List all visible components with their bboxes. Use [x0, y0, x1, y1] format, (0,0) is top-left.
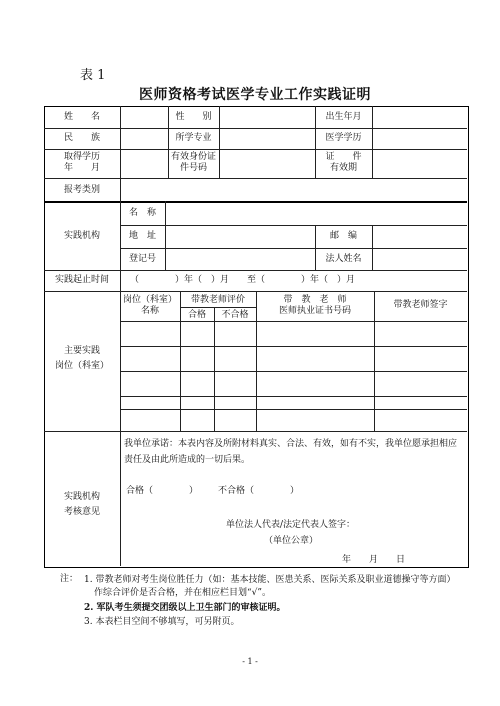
practice-time-label: 实践起止时间 [54, 275, 109, 285]
exam-category-field[interactable] [121, 179, 466, 201]
gender-label: 性 别 [175, 112, 212, 122]
degree-time-field[interactable] [121, 150, 167, 178]
note-1-line1: 1. 带教老师对考生岗位胜任力（如：基本技能、医患关系、医际关系及职业道德操守等方面） [84, 575, 456, 585]
institution-name-label: 名 称 [128, 208, 156, 218]
signature-text: 单位法人代表/法定代表人签字： [226, 520, 356, 530]
col-divider [120, 431, 121, 566]
table-number: 表 1 [80, 68, 106, 83]
cert-valid-field[interactable] [373, 150, 466, 178]
row-divider [44, 431, 467, 432]
review-section-line2: 考核意见 [63, 507, 100, 517]
institution-section-label: 实践机构 [63, 231, 100, 241]
degree-time-label [44, 152, 120, 174]
degree-time-line2: 年 月 [63, 163, 100, 173]
col-divider [120, 270, 121, 291]
ethnic-label: 民 族 [63, 133, 100, 143]
legal-rep-field[interactable] [373, 249, 466, 270]
name-field[interactable] [121, 107, 167, 128]
col-teacher-line1: 带 教 老 师 [283, 295, 347, 305]
id-number-field[interactable] [220, 150, 314, 178]
seal-text: （单位公章） [264, 536, 319, 546]
gender-field[interactable] [220, 107, 314, 128]
promise-line1: 我单位承诺：本表内容及所附材料真实、合法、有效，如有不实，我单位愿承担相应 [124, 439, 458, 449]
pass-option[interactable]: 合格（ ） [126, 486, 199, 496]
major-label: 所学专业 [175, 133, 212, 143]
exam-category-label: 报考类别 [63, 185, 100, 195]
table-row[interactable] [121, 347, 466, 371]
fail-option[interactable]: 不合格（ ） [218, 486, 300, 496]
reg-no-field[interactable] [166, 249, 314, 270]
note-1 [84, 574, 455, 600]
cert-valid-line1: 证 件 [325, 152, 362, 162]
id-number-line1: 有效身份证 [170, 152, 216, 162]
institution-address-field[interactable] [166, 226, 314, 248]
col-fail-header: 不合格 [221, 310, 249, 320]
major-field[interactable] [220, 129, 314, 149]
education-label: 医学学历 [325, 133, 362, 143]
name-label: 姓 名 [63, 112, 100, 122]
col-position-line2: 名称 [140, 306, 159, 316]
institution-address-label: 地 址 [128, 231, 156, 241]
notes-prefix: 注： [60, 574, 79, 584]
col-position-header [120, 295, 180, 317]
table-row[interactable] [121, 322, 466, 346]
education-field[interactable] [373, 129, 466, 149]
table-row[interactable] [121, 372, 466, 396]
note-2: 2. 军队考生须提交团级以上卫生部门的审核证明。 [84, 603, 286, 613]
col-pass-header: 合格 [187, 310, 206, 320]
degree-time-line1: 取得学历 [63, 152, 100, 162]
table-row[interactable] [121, 410, 466, 431]
postcode-label: 邮 编 [329, 231, 357, 241]
birth-label: 出生年月 [325, 112, 362, 122]
page-number: - 1 - [242, 657, 258, 666]
row-divider [180, 307, 256, 308]
id-number-label [168, 152, 219, 174]
cert-valid-label [315, 152, 372, 174]
review-section-label [44, 492, 120, 518]
institution-name-field[interactable] [166, 203, 466, 225]
col-position-line1: 岗位（科室） [122, 295, 177, 305]
date-text: 年 月 日 [342, 555, 406, 565]
note-1-line2: 作综合评价是否合格，并在相应栏目划“√”。 [94, 588, 271, 598]
positions-section-label [44, 346, 120, 372]
promise-text [124, 436, 457, 468]
postcode-field[interactable] [373, 226, 466, 248]
legal-rep-label: 法人姓名 [325, 254, 362, 264]
positions-section-line1: 主要实践 [63, 346, 100, 356]
review-section-line1: 实践机构 [63, 492, 100, 502]
practice-time-text[interactable]: （ ）年（ ）月 至（ ）年（ ）月 [130, 275, 356, 285]
cert-valid-line2: 有效期 [329, 163, 357, 173]
note-3: 3. 本表栏目空间不够填写，可另附页。 [84, 617, 240, 627]
table-row[interactable] [121, 397, 466, 409]
id-number-line2: 件号码 [179, 163, 207, 173]
row-divider [44, 270, 467, 271]
positions-section-line2: 岗位（科室） [54, 361, 109, 371]
col-eval-header: 带教老师评价 [190, 295, 245, 305]
page-title: 医师资格考试医学专业工作实践证明 [139, 87, 371, 103]
ethnic-field[interactable] [121, 129, 167, 149]
col-teacher-header [256, 295, 374, 317]
col-signature-header: 带教老师签字 [393, 300, 448, 310]
promise-line2: 责任及由此所造成的一切后果。 [124, 455, 251, 465]
reg-no-label: 登记号 [128, 254, 156, 264]
col-teacher-line2: 医师执业证书号码 [278, 306, 351, 316]
birth-field[interactable] [373, 107, 466, 128]
